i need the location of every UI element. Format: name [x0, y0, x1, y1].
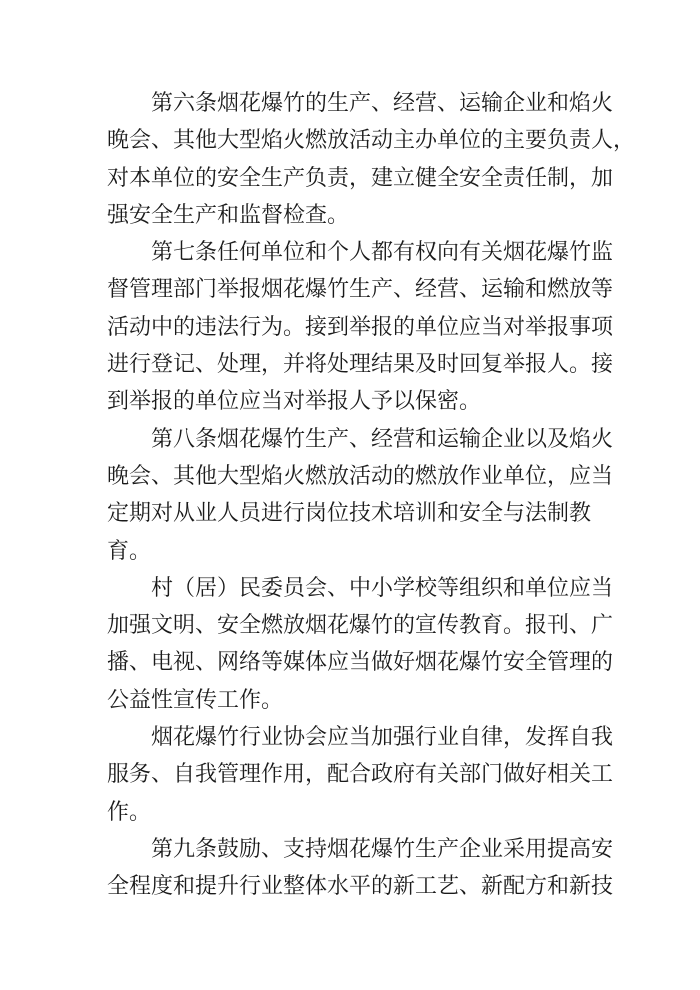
text-line: 到举报的单位应当对举报人予以保密。	[107, 389, 482, 415]
text-line: 全程度和提升行业整体水平的新工艺、新配方和新技	[107, 874, 614, 900]
article-8-paragraph	[107, 421, 614, 570]
text-line: 第七条任何单位和个人都有权向有关烟花爆竹监	[151, 240, 614, 266]
document-body	[107, 85, 636, 906]
text-line: 播、电视、网络等媒体应当做好烟花爆竹安全管理的	[107, 650, 614, 676]
text-line: 第九条鼓励、支持烟花爆竹生产企业采用提高安	[151, 836, 614, 862]
article-6-paragraph	[107, 85, 636, 234]
text-line: 晚会、其他大型焰火燃放活动主办单位的主要负责人，	[107, 128, 636, 154]
text-line: 作。	[107, 799, 152, 825]
article-9-paragraph	[107, 831, 614, 906]
text-line: 对本单位的安全生产负责，建立健全安全责任制，加	[107, 165, 614, 191]
text-line: 公益性宣传工作。	[107, 687, 284, 713]
text-line: 服务、自我管理作用，配合政府有关部门做好相关工	[107, 762, 614, 788]
text-line: 第六条烟花爆竹的生产、经营、运输企业和焰火	[151, 91, 614, 116]
text-line: 晚会、其他大型焰火燃放活动的燃放作业单位，应当	[107, 463, 614, 489]
text-line: 烟花爆竹行业协会应当加强行业自律，发挥自我	[151, 725, 614, 751]
text-line: 强安全生产和监督检查。	[107, 202, 350, 228]
text-line: 加强文明、安全燃放烟花爆竹的宣传教育。报刊、广	[107, 613, 614, 639]
village-committee-paragraph	[107, 570, 614, 719]
text-line: 进行登记、处理，并将处理结果及时回复举报人。接	[107, 352, 614, 378]
text-line: 第八条烟花爆竹生产、经营和运输企业以及焰火	[151, 426, 614, 452]
text-line: 督管理部门举报烟花爆竹生产、经营、运输和燃放等	[107, 277, 614, 303]
industry-association-paragraph	[107, 719, 614, 831]
text-line: 定期对从业人员进行岗位技术培训和安全与法制教	[107, 501, 592, 527]
text-line: 村（居）民委员会、中小学校等组织和单位应当	[151, 575, 614, 601]
text-line: 活动中的违法行为。接到举报的单位应当对举报事项	[107, 314, 614, 340]
text-line: 育。	[107, 538, 152, 564]
article-7-paragraph	[107, 234, 614, 420]
